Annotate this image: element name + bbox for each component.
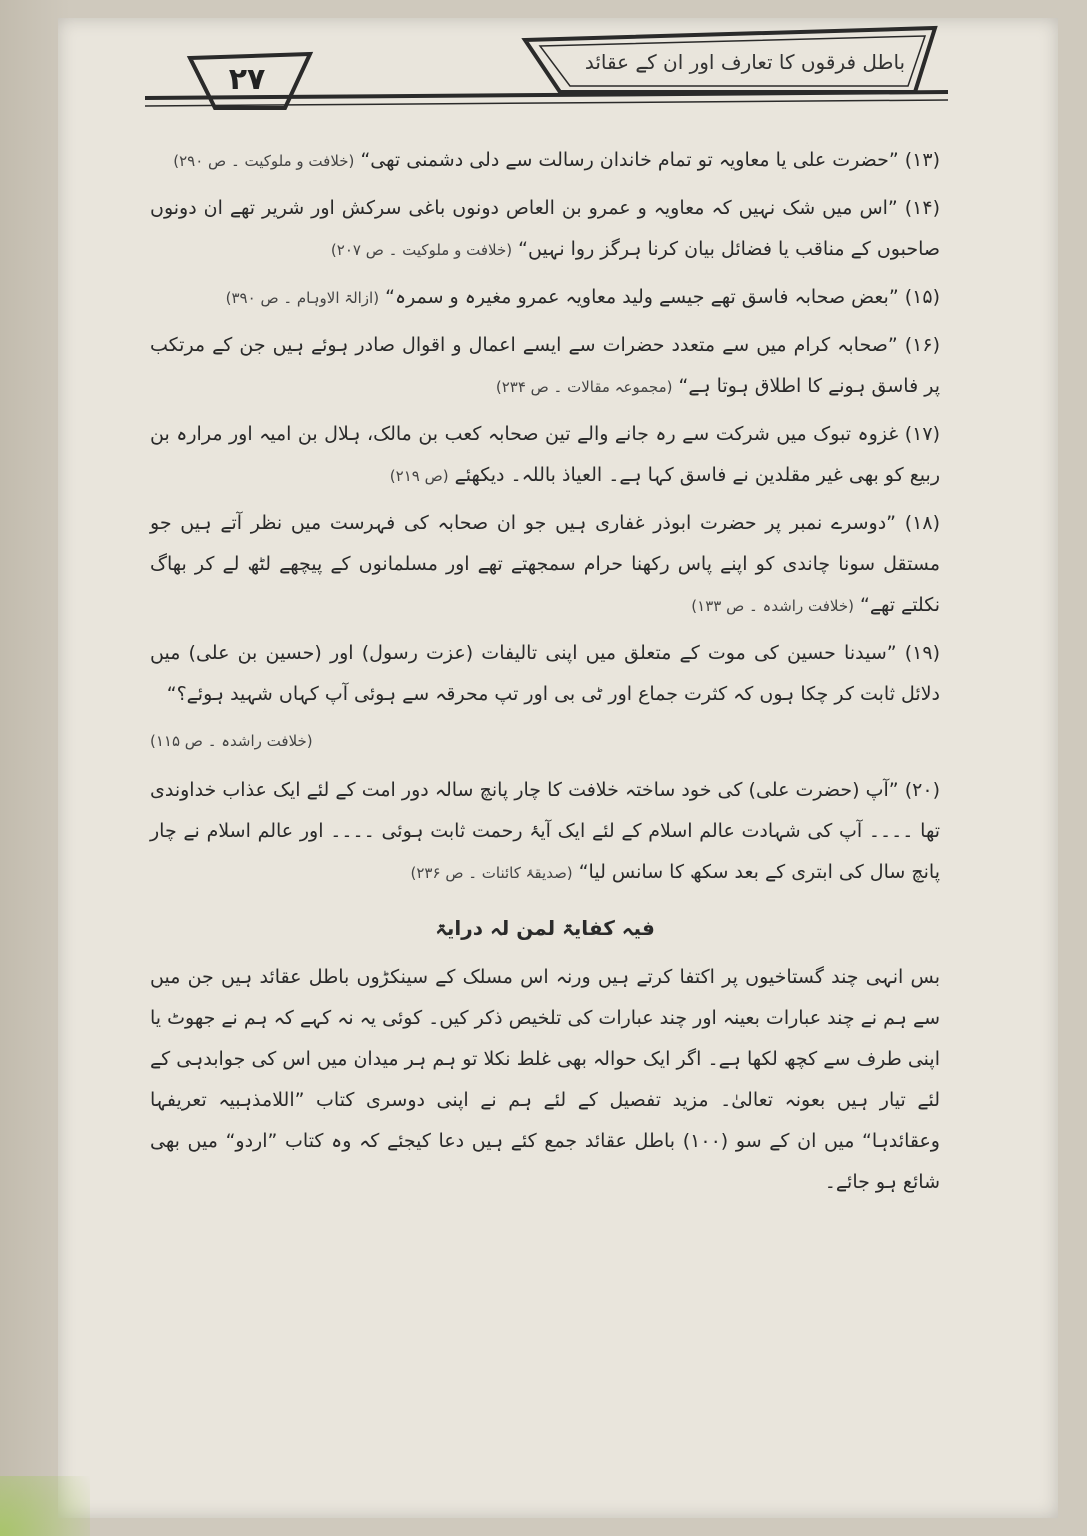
paragraph-16 xyxy=(150,325,940,408)
paragraph-15 xyxy=(150,277,940,319)
citation: (خلافت و ملوکیت ۔ ص ۲۹۰) xyxy=(173,152,355,170)
page-body xyxy=(150,140,940,1209)
page-header xyxy=(0,0,1087,120)
paragraph-17 xyxy=(150,414,940,497)
paragraph-text: (۱۶) ”صحابہ کرام میں سے متعدد حضرات سے ایسے اعمال و اقوال صادر ہوئے ہیں جن کے مرتکب پر فاسق ہونے کا اطلاق ہوتا ہے“ xyxy=(150,334,940,397)
paragraph-text: (۱۷) غزوہ تبوک میں شرکت سے رہ جانے والے تین صحابہ کعب بن مالک، ہلال بن امیہ اور مرارہ بن ربیع کو بھی غیر مقلدین نے فاسق کہا ہے۔ العیاذ باللہ۔ دیکھئے xyxy=(150,423,940,486)
paragraph-text: (۱۸) ”دوسرے نمبر پر حضرت ابوذر غفاری ہیں جو ان صحابہ کی فہرست میں نظر آتے ہیں جو مستقل سونا چاندی کو اپنے پاس رکھنا حرام سمجھتے تھے اور مسلمانوں کے پیچھے لٹھ لے کر بھاگ نکلتے تھے“ xyxy=(150,512,940,616)
paragraph-13 xyxy=(150,140,940,182)
paragraph-20 xyxy=(150,770,940,894)
header-frame xyxy=(0,0,1087,120)
closing-heading: فیہ کفایۃ لمن لہ درایۃ xyxy=(435,916,655,940)
citation-block: (خلافت راشدہ ۔ ص ۱۱۵) xyxy=(150,732,313,750)
paragraph-text: (۱۵) ”بعض صحابہ فاسق تھے جیسے ولید معاویہ عمرو مغیرہ و سمرہ“ xyxy=(385,286,940,308)
page-number: ۲۷ xyxy=(228,62,266,97)
citation: (خلافت و ملوکیت ۔ ص ۲۰۷) xyxy=(330,241,513,259)
citation: (ازالۃ الاوہام ۔ ص ۳۹۰) xyxy=(225,289,380,307)
citation: (مجموعہ مقالات ۔ ص ۲۳۴) xyxy=(495,378,673,396)
citation: (ص ۲۱۹) xyxy=(389,467,449,485)
citation: (خلافت راشدہ ۔ ص ۱۳۳) xyxy=(691,597,854,615)
citation: (صدیقۂ کائنات ۔ ص ۲۳۶) xyxy=(410,864,573,882)
paragraph-text: (۱۴) ”اس میں شک نہیں کہ معاویہ و عمرو بن العاص دونوں باغی سرکش اور شریر تھے ان دونوں صاحبوں کے مناقب یا فضائل بیان کرنا ہرگز روا نہیں“ xyxy=(150,197,940,260)
running-title: باطل فرقوں کا تعارف اور ان کے عقائد xyxy=(584,50,906,74)
paragraph-19 xyxy=(150,633,940,715)
paragraph-text: (۱۹) ”سیدنا حسین کی موت کے متعلق میں اپنی تالیفات (عزت رسول) اور (حسین بن علی) میں دلائل ثابت کر چکا ہوں کہ کثرت جماع اور ٹی بی اور تپ محرقہ سے ہوئی آپ کہاں شہید ہوئے؟“ xyxy=(150,642,940,705)
paragraph-text: (۱۳) ”حضرت علی یا معاویہ تو تمام خاندان رسالت سے دلی دشمنی تھی“ xyxy=(360,149,940,171)
paragraph-18 xyxy=(150,503,940,627)
paragraph-text: (۲۰) ”آپ (حضرت علی) کی خود ساختہ خلافت کا چار پانچ سالہ دور امت کے لئے ایک عذاب خداوندی تھا ۔۔۔۔ آپ کی شہادت عالم اسلام کے لئے ایک آیۂ رحمت ثابت ہوئی ۔۔۔۔ اور عالم اسلام نے چار پانچ سال کی ابتری کے بعد سکھ کا سانس لیا“ xyxy=(150,779,940,883)
corner-light xyxy=(0,1476,90,1536)
closing-paragraph: بس انہی چند گستاخیوں پر اکتفا کرتے ہیں ورنہ اس مسلک کے سینکڑوں باطل عقائد ہیں جن میں سے ہم نے چند عبارات بعینہ اور چند عبارات کی تلخیص ذکر کیں۔ کوئی یہ نہ کہے کہ ہم نے جھوٹ یا اپنی طرف سے کچھ لکھا ہے۔ اگر ایک حوالہ بھی غلط نکلا تو ہم ہر میدان میں اس کی جوابدہی کے لئے تیار ہیں بعونہ تعالیٰ۔ مزید تفصیل کے لئے ہم نے اپنی دوسری کتاب ”اللامذہبیہ تعریفہا وعقائدہا“ میں ان کے سو (۱۰۰) باطل عقائد جمع کئے ہیں دعا کیجئے کہ وہ کتاب ”اردو“ میں بھی شائع ہو جائے۔ xyxy=(150,966,940,1193)
paragraph-14 xyxy=(150,188,940,271)
